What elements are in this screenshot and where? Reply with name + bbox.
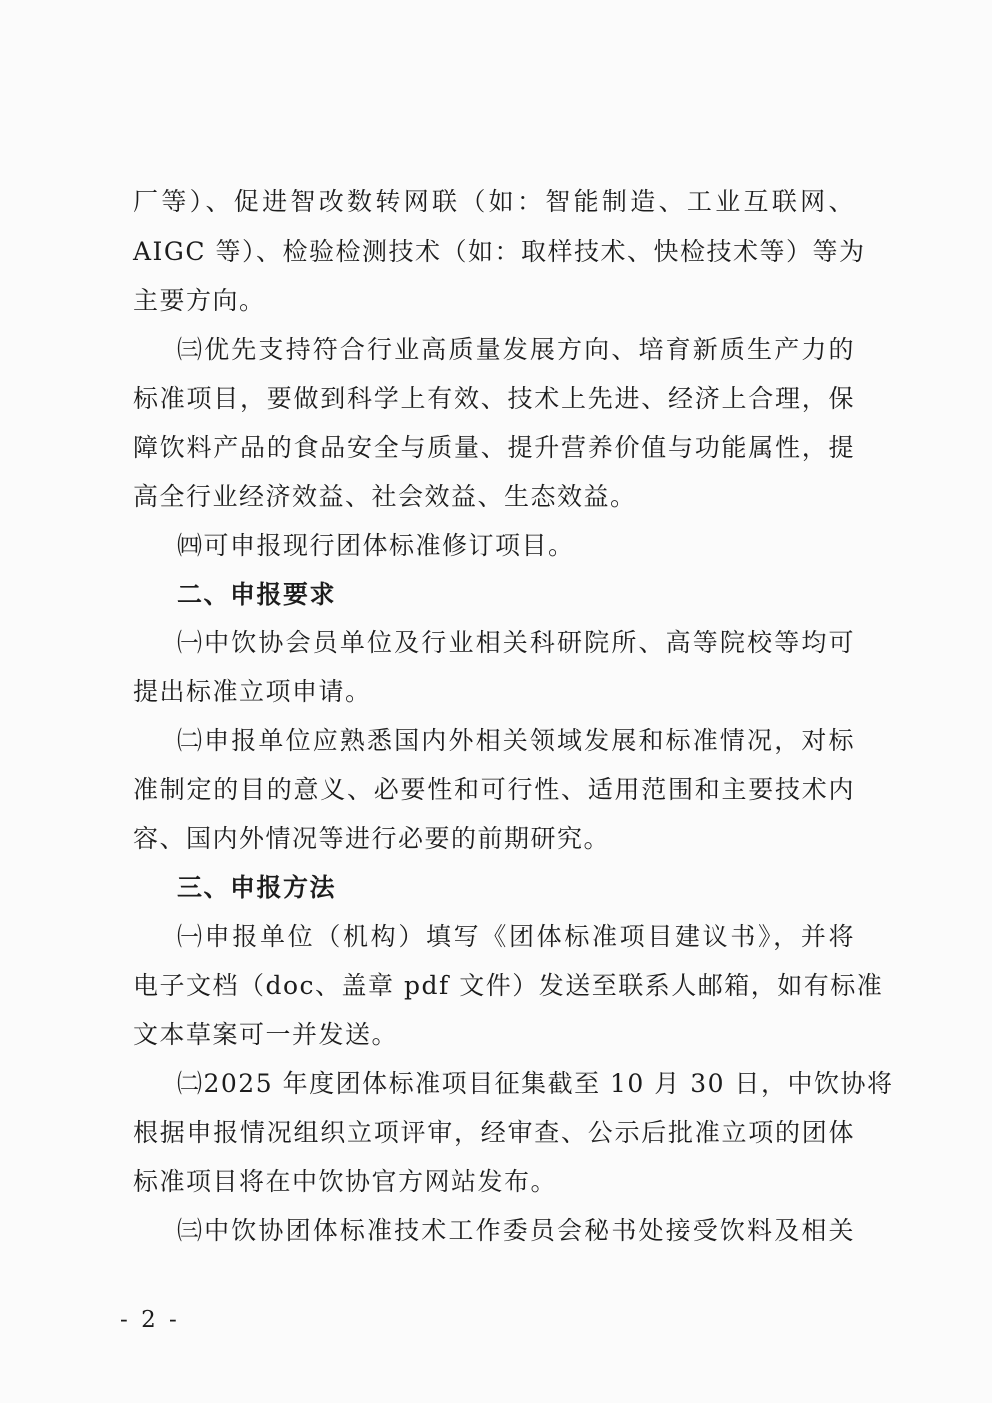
paragraph-line: 障饮料产品的食品安全与质量、提升营养价值与功能属性，提 xyxy=(133,433,855,462)
paragraph-line: 提出标准立项申请。 xyxy=(133,677,372,706)
paragraph-line: 容、国内外情况等进行必要的前期研究。 xyxy=(133,824,611,853)
paragraph-line: 文本草案可一并发送。 xyxy=(133,1020,399,1049)
paragraph-line: ㈡2025 年度团体标准项目征集截至 10 月 30 日，中饮协将 xyxy=(177,1069,894,1098)
section-heading-method: 三、申报方法 xyxy=(177,873,337,902)
paragraph-line: ㈢优先支持符合行业高质量发展方向、培育新质生产力的 xyxy=(177,335,855,364)
paragraph-line: AIGC 等）、检验检测技术（如：取样技术、快检技术等）等为 xyxy=(133,237,866,266)
paragraph-line: ㈠申报单位（机构）填写《团体标准项目建议书》，并将 xyxy=(177,922,855,951)
section-heading-requirements: 二、申报要求 xyxy=(177,580,337,609)
paragraph-line: 高全行业经济效益、社会效益、生态效益。 xyxy=(133,482,637,511)
paragraph-line: 主要方向。 xyxy=(133,286,266,315)
paragraph-line: ㈠中饮协会员单位及行业相关科研院所、高等院校等均可 xyxy=(177,628,855,657)
paragraph-line: 根据申报情况组织立项评审，经审查、公示后批准立项的团体 xyxy=(133,1118,855,1147)
page-number: - 2 - xyxy=(120,1307,180,1333)
paragraph-line: 厂等）、促进智改数转网联（如：智能制造、工业互联网、 xyxy=(133,187,855,216)
paragraph-line: ㈣可申报现行团体标准修订项目。 xyxy=(177,531,575,560)
paragraph-line: ㈡申报单位应熟悉国内外相关领域发展和标准情况，对标 xyxy=(177,726,855,755)
paragraph-line: 标准项目将在中饮协官方网站发布。 xyxy=(133,1167,558,1196)
paragraph-line: 电子文档（doc、盖章 pdf 文件）发送至联系人邮箱，如有标准 xyxy=(133,971,884,1000)
paragraph-line: 准制定的目的意义、必要性和可行性、适用范围和主要技术内 xyxy=(133,775,855,804)
paragraph-line: ㈢中饮协团体标准技术工作委员会秘书处接受饮料及相关 xyxy=(177,1216,855,1245)
paragraph-line: 标准项目，要做到科学上有效、技术上先进、经济上合理，保 xyxy=(133,384,855,413)
